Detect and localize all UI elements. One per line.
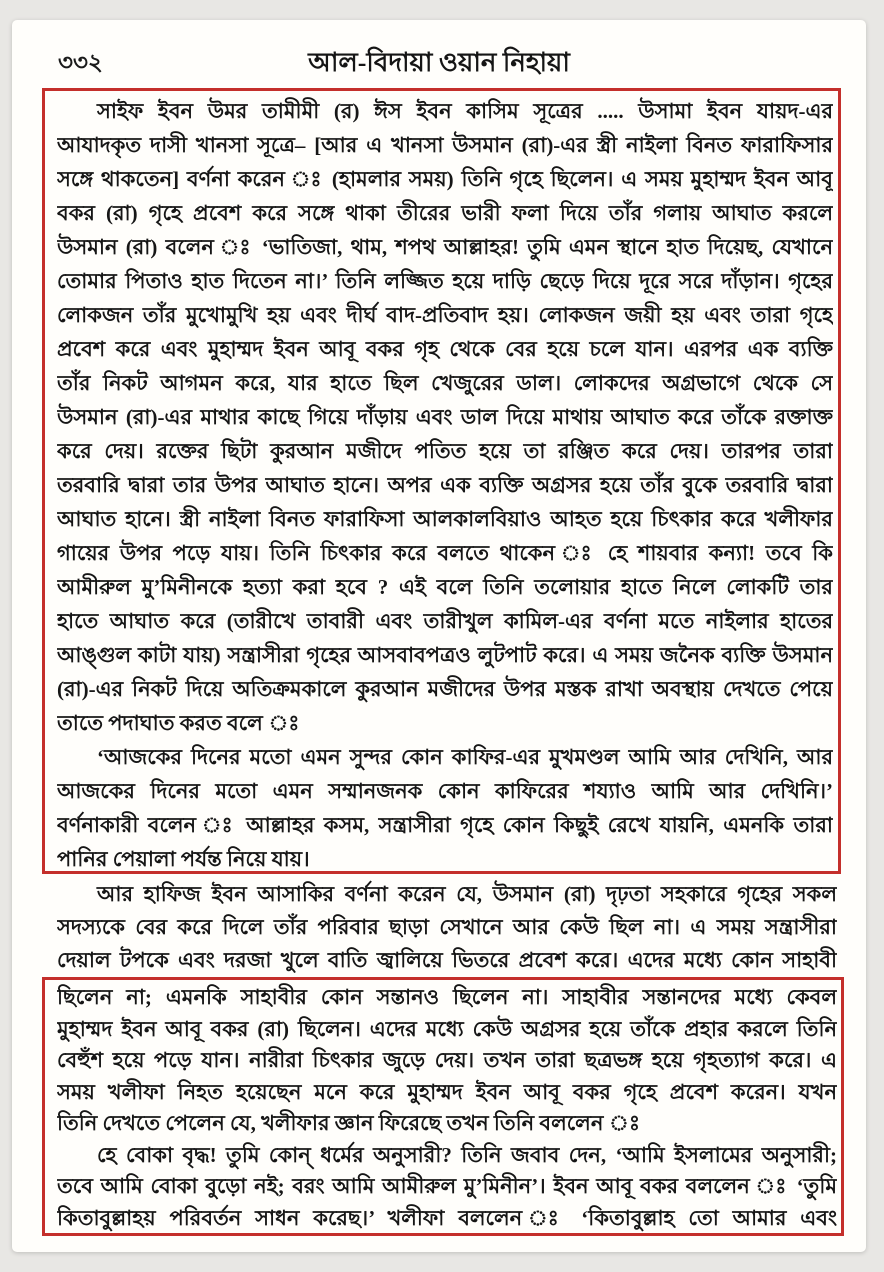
text-line: করে দেয়। রক্তের ছিটা কুরআন মজীদে পতিত হয়ে তা রঞ্জিত করে দেয়। তারপর তারা <box>57 439 833 463</box>
paragraph-block-boxed-2 <box>57 982 837 1234</box>
scanned-book-page <box>12 20 866 1252</box>
text-line: তরবারি দ্বারা তার উপর আঘাত হানে। অপর এক ব্যক্তি অগ্রসর হয়ে তাঁর বুকে তরবারি দ্বারা <box>57 473 833 497</box>
text-line: সঙ্গে থাকতেন] বর্ণনা করেন ঃ (হামলার সময়) তিনি গৃহে ছিলেন। এ সময় মুহাম্মদ ইবন আবূ <box>57 167 833 191</box>
text-line: উসমান (রা) বলেন ঃ ‘ভাতিজা, থাম, শপথ আল্লাহর! তুমি এমন স্থানে হাত দিয়েছ, যেখানে <box>57 235 833 259</box>
text-line: তাঁর নিকট আগমন করে, যার হাতে ছিল খেজুরের ডাল। লোকদের অগ্রভাগে থেকে সে <box>57 371 833 395</box>
text-line: মুহাম্মদ ইবন আবূ বকর (রা) ছিলেন। এদের মধ্যে কেউ অগ্রসর হয়ে তাঁকে প্রহার করলে তিনি <box>57 1016 837 1041</box>
text-line: কিতাবুল্লাহয় পরিবর্তন সাধন করেছ।’ খলীফা বললেন ঃ ‘কিতাবুল্লাহ তো আমার এবং <box>57 1205 837 1230</box>
text-line: প্রবেশ করে এবং মুহাম্মদ ইবন আবূ বকর গৃহ থেকে বের হয়ে চলে যান। এরপর এক ব্যক্তি <box>57 337 833 361</box>
page-number: ৩৩২ <box>58 50 103 75</box>
paragraph-block-middle <box>57 878 837 977</box>
text-line: আঘাত হানে। স্ত্রী নাইলা বিনত ফারাফিসা আলকালবিয়াও আহত হয়ে চিৎকার করে খলীফার <box>57 507 833 531</box>
text-line: আজকের দিনের মতো এমন সম্মানজনক কোন কাফিরের শয্যাও আমি আর দেখিনি।’ <box>57 779 833 803</box>
text-line: তিনি দেখতে পেলেন যে, খলীফার জ্ঞান ফিরেছে তখন তিনি বললেন ঃ <box>57 1111 641 1135</box>
text-line: লোকজন তাঁর মুখোমুখি হয় এবং দীর্ঘ বাদ-প্রতিবাদ হয়। লোকজন জয়ী হয় এবং তারা গৃহে <box>57 303 833 327</box>
text-line: হে বোকা বৃদ্ধ! তুমি কোন্ ধর্মের অনুসারী? তিনি জবাব দেন, ‘আমি ইসলামের অনুসারী; <box>97 1142 837 1167</box>
text-line: তবে আমি বোকা বুড়ো নই; বরং আমি আমীরুল মু’মিনীন’। ইবন আবূ বকর বললেন ঃ ‘তুমি <box>57 1174 837 1198</box>
page-header <box>12 42 866 76</box>
text-line: আযাদকৃত দাসী খানসা সূত্রে– [আর এ খানসা উসমান (রা)-এর স্ত্রী নাইলা বিনত ফারাফিসার <box>57 133 833 157</box>
text-line: হাতে আঘাত করে (তারীখে তাবারী এবং তারীখুল কামিল-এর বর্ণনা মতে নাইলার হাতের <box>57 609 833 633</box>
text-line: তোমার পিতাও হাত দিতেন না।’ তিনি লজ্জিত হয়ে দাড়ি ছেড়ে দিয়ে দূরে সরে দাঁড়ান। গৃহের <box>57 269 833 293</box>
text-line: আর হাফিজ ইবন আসাকির বর্ণনা করেন যে, উসমান (রা) দৃঢ়তা সহকারে গৃহের সকল <box>97 882 837 906</box>
text-line: সাইফ ইবন উমর তামীমী (র) ঈস ইবন কাসিম সূত্রের ..... উসামা ইবন যায়দ-এর <box>97 99 833 123</box>
text-line: ‘আজকের দিনের মতো এমন সুন্দর কোন কাফির-এর মুখমণ্ডল আমি আর দেখিনি, আর <box>97 745 833 769</box>
paragraph-block-boxed-1 <box>57 94 833 876</box>
text-line: বেহুঁশ হয়ে পড়ে যান। নারীরা চিৎকার জুড়ে দেয়। তখন তারা ছত্রভঙ্গ হয়ে গৃহত্যাগ করে। এ <box>57 1048 837 1072</box>
text-line: গায়ের উপর পড়ে যায়। তিনি চিৎকার করে বলতে থাকেন ঃ হে শায়বার কন্যা! তবে কি <box>57 541 833 565</box>
text-line: বকর (রা) গৃহে প্রবেশ করে সঙ্গে থাকা তীরের ভারী ফলা দিয়ে তাঁর গলায় আঘাত করলে <box>57 201 833 225</box>
text-line: তাতে পদাঘাত করত বলে ঃ <box>57 711 300 735</box>
text-line: সময় খলীফা নিহত হয়েছেন মনে করে মুহাম্মদ ইবন আবূ বকর গৃহে প্রবেশ করেন। যখন <box>57 1079 837 1104</box>
text-line: আঙ্গুল কাটা যায়) সন্ত্রাসীরা গৃহের আসবাবপত্রও লুটপাট করে। এ সময় জনৈক ব্যক্তি উসমান <box>57 643 833 667</box>
text-line: উসমান (রা)-এর মাথার কাছে গিয়ে দাঁড়ায় এবং ডাল দিয়ে মাথায় আঘাত করে তাঁকে রক্তাক্ত <box>57 405 833 429</box>
text-line: ছিলেন না; এমনকি সাহাবীর কোন সন্তানও ছিলেন না। সাহাবীর সন্তানদের মধ্যে কেবল <box>57 985 837 1009</box>
text-line: (রা)-এর নিকট দিয়ে অতিক্রমকালে কুরআন মজীদের উপর মস্তক রাখা অবস্থায় দেখতে পেয়ে <box>57 677 833 701</box>
text-line: দেয়াল টপকে এবং দরজা খুলে বাতি জ্বালিয়ে ভিতরে প্রবেশ করে। এদের মধ্যে কোন সাহাবী <box>57 948 837 972</box>
text-line: সদস্যকে বের করে দিলে তাঁর পরিবার ছাড়া সেখানে আর কেউ ছিল না। এ সময় সন্ত্রাসীরা <box>57 915 837 939</box>
text-line: আমীরুল মু’মিনীনকে হত্যা করা হবে ? এই বলে তিনি তলোয়ার হাতে নিলে লোকটি তার <box>57 575 833 599</box>
text-line: বর্ণনাকারী বলেন ঃ আল্লাহর কসম, সন্ত্রাসীরা গৃহে কোন কিছুই রেখে যায়নি, এমনকি তারা <box>57 813 833 837</box>
book-title: আল-বিদায়া ওয়ান নিহায়া <box>308 48 570 77</box>
text-line: পানির পেয়ালা পর্যন্ত নিয়ে যায়। <box>57 847 310 871</box>
